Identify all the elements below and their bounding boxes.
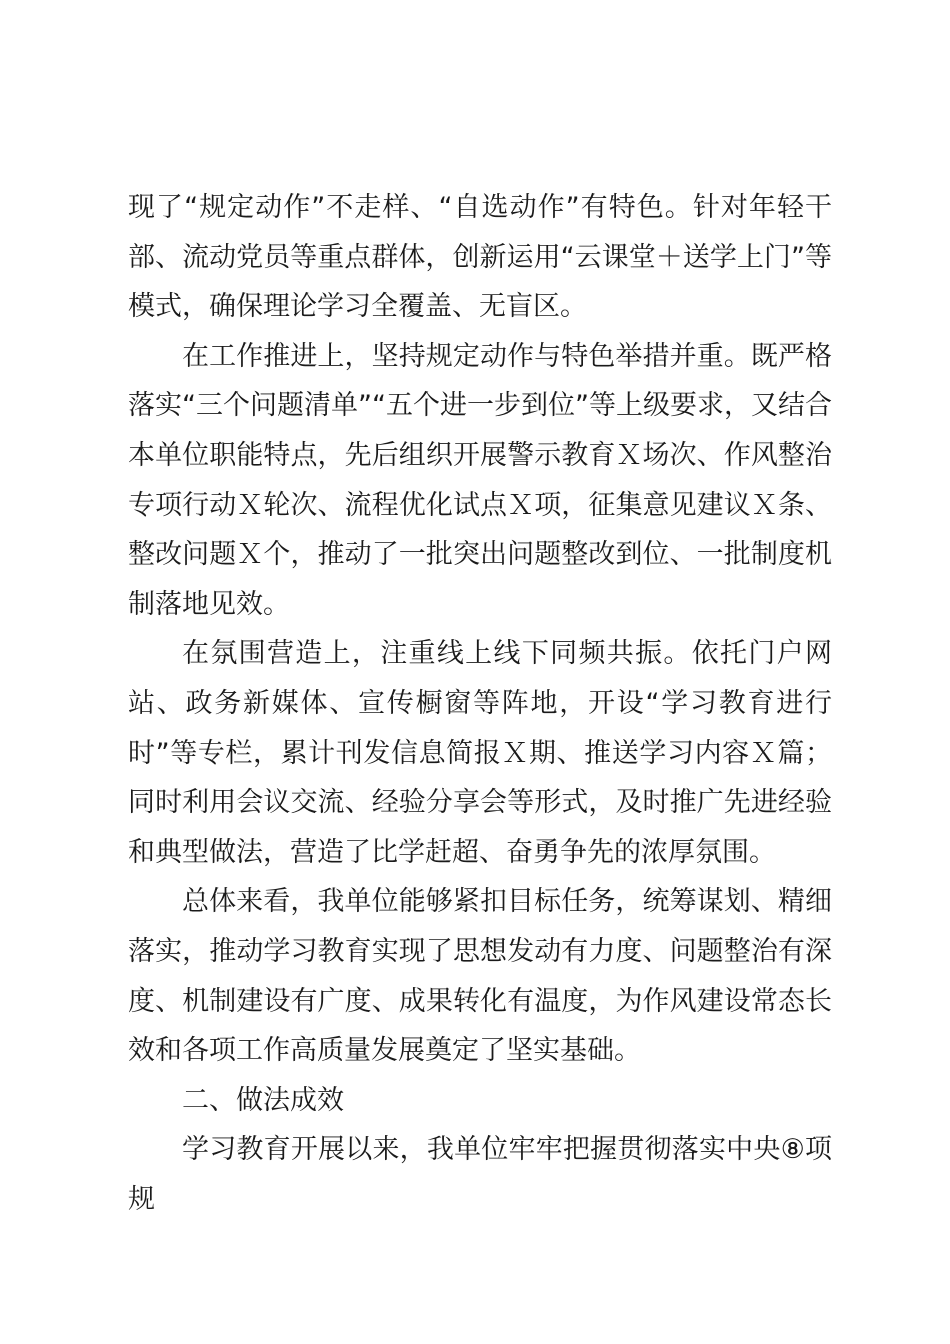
paragraph-practices: 学习教育开展以来，我单位牢牢把握贯彻落实中央⑧项规 bbox=[128, 1134, 832, 1215]
paragraph-work-progress: 在工作推进上，坚持规定动作与特色举措并重。既严格落实“三个问题清单”“五个进一步到位”等上级要求，又结合本单位职能特点，先后组织开展警示教育Ｘ场次、作风整治专项行动Ｘ轮次、流程优化试点Ｘ项，征集意见建议Ｘ条、整改问题Ｘ个，推动了一批突出问题整改到位、一批制度机制落地见效。 bbox=[128, 340, 832, 620]
paragraph-atmosphere: 在氛围营造上，注重线上线下同频共振。依托门户网站、政务新媒体、宣传橱窗等阵地，开设“学习教育进行时”等专栏，累计刊发信息简报Ｘ期、推送学习内容Ｘ篇；同时利用会议交流、经验分享会等形式，及时推广先进经验和典型做法，营造了比学赶超、奋勇争先的浓厚氛围。 bbox=[128, 638, 832, 868]
document-body bbox=[128, 183, 832, 1224]
paragraph-summary: 总体来看，我单位能够紧扣目标任务，统筹谋划、精细落实，推动学习教育实现了思想发动有力度、问题整治有深度、机制建设有广度、成果转化有温度，为作风建设常态长效和各项工作高质量发展奠定了坚实基础。 bbox=[128, 886, 832, 1067]
section-heading: 二、做法成效 bbox=[182, 1084, 344, 1116]
paragraph-continuation: 现了“规定动作”不走样、“自选动作”有特色。针对年轻干部、流动党员等重点群体，创新运用“云课堂＋送学上门”等模式，确保理论学习全覆盖、无盲区。 bbox=[128, 192, 832, 323]
